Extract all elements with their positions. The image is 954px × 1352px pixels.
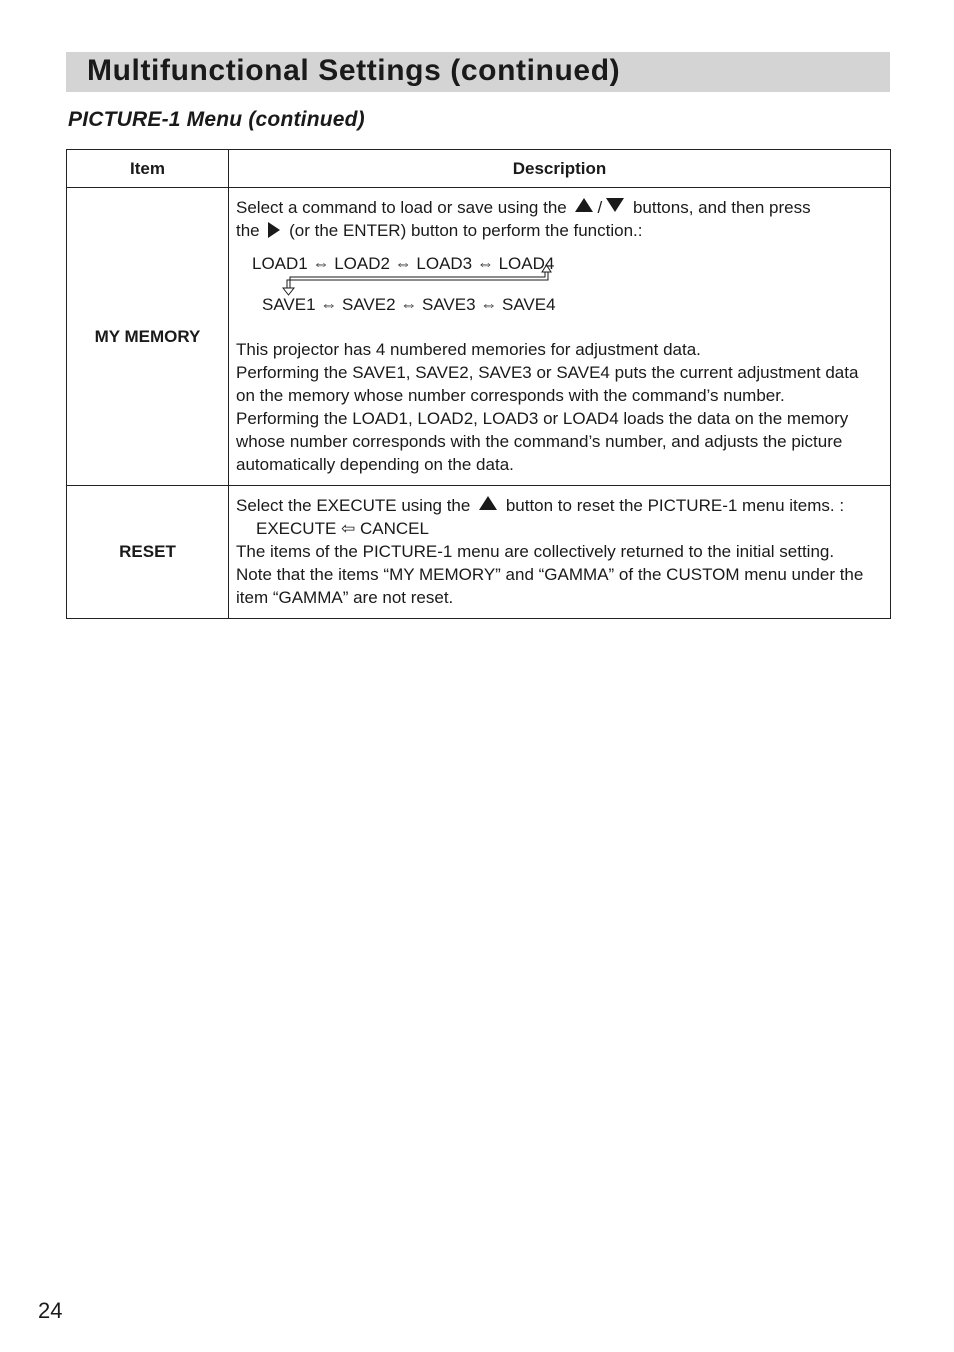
settings-table xyxy=(66,149,891,619)
table-row-reset xyxy=(67,486,891,619)
column-header-description: Description xyxy=(229,150,891,188)
up-triangle-icon xyxy=(479,496,497,510)
instruction-text: Select the EXECUTE using the xyxy=(236,496,471,515)
section-title-bar xyxy=(66,52,890,92)
down-triangle-icon xyxy=(606,198,624,212)
my-memory-instructions xyxy=(236,196,882,242)
reset-instructions xyxy=(236,494,882,517)
right-triangle-icon xyxy=(268,222,280,238)
item-my-memory: MY MEMORY xyxy=(67,188,229,486)
my-memory-body-3: Performing the LOAD1, LOAD2, LOAD3 or LOAD4 loads the data on the memory whose number corresponds with the command’s number, and adjusts the picture automatically depending on the data. xyxy=(236,409,849,474)
up-arrow-icon xyxy=(542,265,551,272)
instruction-text: the xyxy=(236,221,260,240)
reset-body-1: The items of the PICTURE-1 menu are collectively returned to the initial setting. xyxy=(236,542,835,561)
instruction-text: buttons, and then press xyxy=(632,198,811,217)
item-reset: RESET xyxy=(67,486,229,619)
instruction-text: button to reset the PICTURE-1 menu items. : xyxy=(505,496,845,515)
table-header-row xyxy=(67,150,891,188)
connector-line xyxy=(287,272,548,288)
slash-text: / xyxy=(597,198,603,217)
execute-cancel-line: EXECUTE ⇦ CANCEL xyxy=(256,519,429,538)
instruction-text: (or the ENTER) button to perform the function.: xyxy=(289,221,643,240)
description-my-memory xyxy=(229,188,891,486)
page-title: Multifunctional Settings (continued) xyxy=(87,54,621,87)
my-memory-body-1: This projector has 4 numbered memories for adjustment data. xyxy=(236,340,701,359)
my-memory-body-2: Performing the SAVE1, SAVE2, SAVE3 or SAVE4 puts the current adjustment data on the memory whose number corresponds with the command’s number. xyxy=(236,363,859,405)
column-header-item: Item xyxy=(67,150,229,188)
page-number: 24 xyxy=(38,1298,63,1323)
description-reset xyxy=(229,486,891,619)
table-row-my-memory xyxy=(67,188,891,486)
instruction-text: Select a command to load or save using the xyxy=(236,198,567,217)
save-cycle-line: SAVE1 ⇔ SAVE2 ⇔ SAVE3 ⇔ SAVE4 xyxy=(262,295,556,314)
load-save-cycle-diagram xyxy=(236,248,882,334)
load-cycle-line: LOAD1 ⇔ LOAD2 ⇔ LOAD3 ⇔ LOAD4 xyxy=(252,254,555,273)
reset-body-2: Note that the items “MY MEMORY” and “GAMMA” of the CUSTOM menu under the item “GAMMA” are not reset. xyxy=(236,565,864,607)
cycle-connector-arrows xyxy=(236,248,576,334)
up-triangle-icon xyxy=(575,198,593,212)
menu-subtitle: PICTURE-1 Menu (continued) xyxy=(68,108,365,131)
